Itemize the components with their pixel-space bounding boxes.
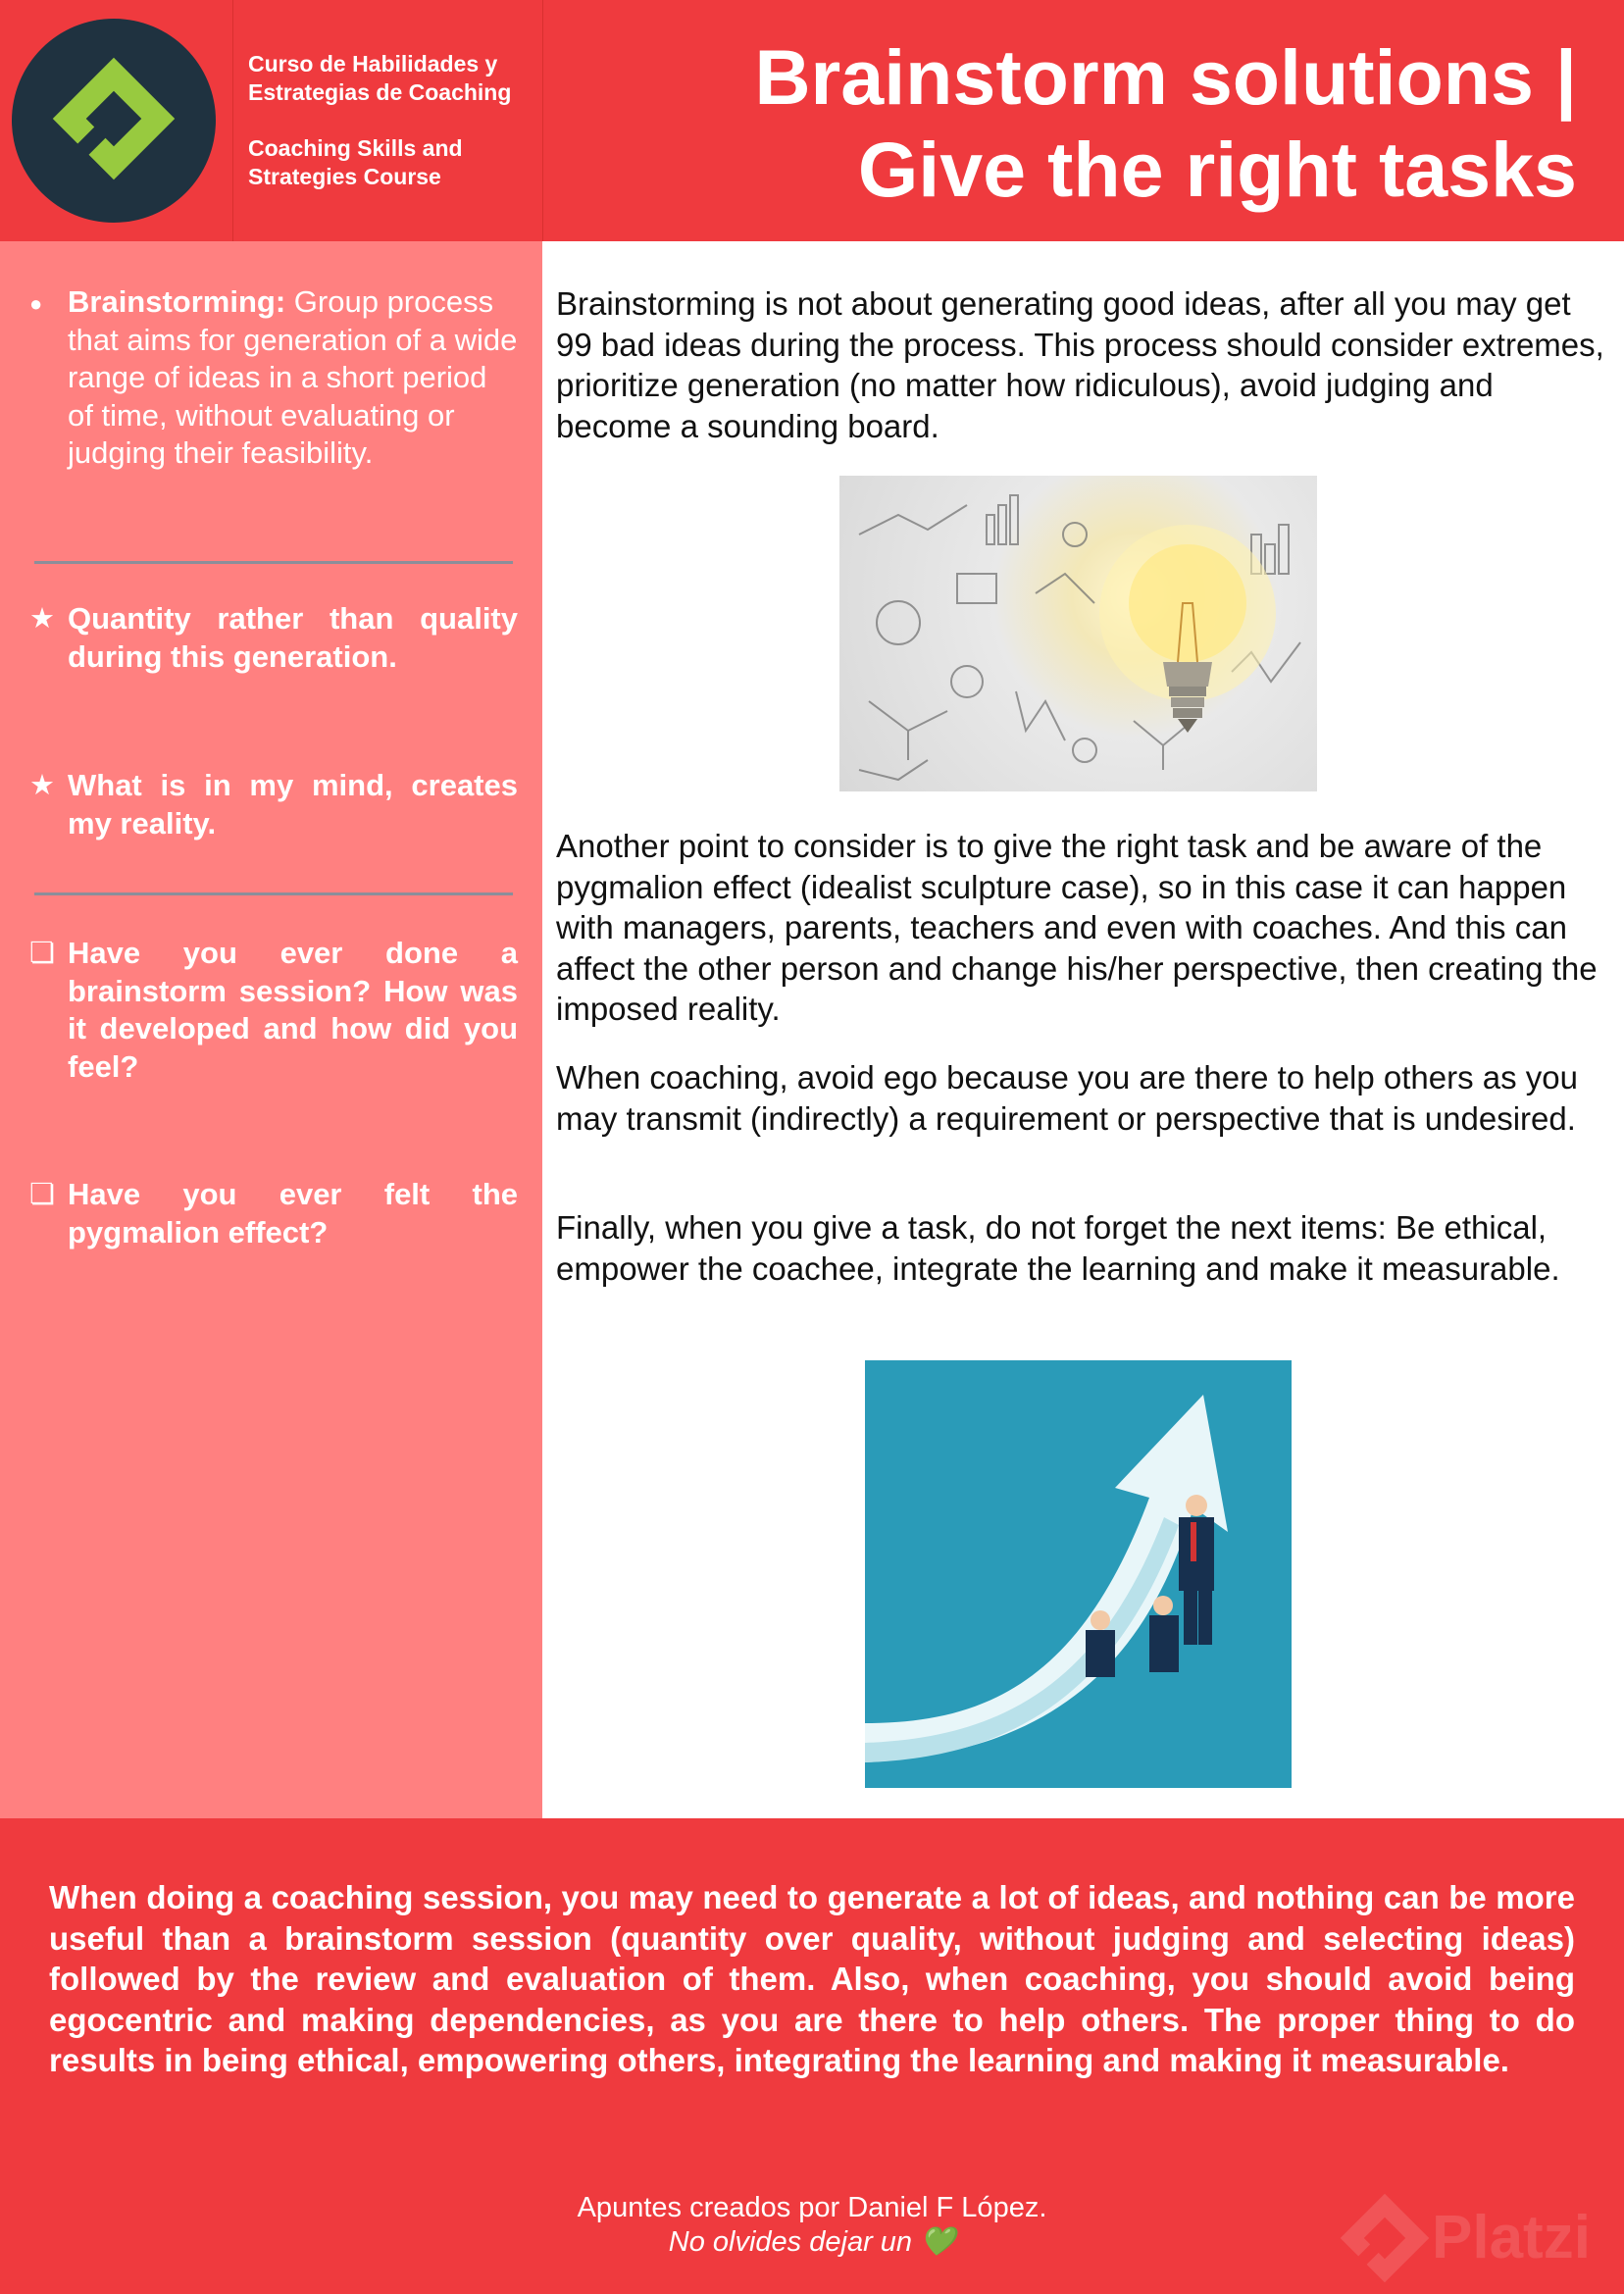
header bbox=[0, 0, 1624, 241]
question-item bbox=[29, 1176, 518, 1251]
summary-text: When doing a coaching session, you may need to generate a lot of ideas, and nothing can be more useful than a brainstorm session (quantity over quality, without judging and selecting ideas) followed by the review and evaluation of them. Also, when coaching, you should avoid being egocentric and making dependencies, as you are there to help others. The proper thing to do results in being ethical, empowering others, integrating the learning and making it measurable. bbox=[49, 1879, 1575, 2079]
footer bbox=[0, 1818, 1624, 2294]
platzi-logo-icon bbox=[12, 19, 216, 223]
definition-text bbox=[68, 283, 518, 473]
paragraph-ego: When coaching, avoid ego because you are there to help others as you may transmit (indirectly) a requirement or perspective that is undesired. bbox=[556, 1059, 1579, 1137]
page-title-line2: Give the right tasks bbox=[857, 126, 1577, 213]
divider bbox=[34, 892, 513, 895]
star-icon: ★ bbox=[29, 770, 55, 801]
paragraph-pygmalion: Another point to consider is to give the right task and be aware of the pygmalion effect (idealist sculpture case), so in this case it can happen with managers, parents, teachers and even with coaches. And this can affect the other person and change his/her perspective, then creating the imposed reality. bbox=[556, 828, 1598, 1028]
credit-reminder-text: No olvides dejar un bbox=[668, 2226, 921, 2258]
main-content bbox=[542, 241, 1624, 1818]
star-item-text: Quantity rather than quality during this generation. bbox=[68, 601, 518, 674]
paragraph-tasks: Finally, when you give a task, do not forget the next items: Be ethical, empower the coachee, integrate the learning and make it measurable. bbox=[556, 1209, 1560, 1287]
question-text: Have you ever felt the pygmalion effect? bbox=[68, 1177, 518, 1249]
watermark-text: Platzi bbox=[1432, 2204, 1591, 2271]
question-item bbox=[29, 935, 518, 1086]
paragraph-brainstorming: Brainstorming is not about generating good ideas, after all you may get 99 bad ideas during the process. This process should consider extremes, prioritize generation (no matter how ridiculous), avoid judging and become a sounding board. bbox=[556, 285, 1604, 444]
divider bbox=[34, 561, 513, 564]
course-name-es-line1: Curso de Habilidades y bbox=[248, 51, 498, 76]
checkbox-icon: ❏ bbox=[29, 938, 55, 969]
sidebar bbox=[0, 241, 542, 1818]
page-title bbox=[596, 31, 1577, 216]
course-name-en-line2: Strategies Course bbox=[248, 164, 441, 189]
page-title-line1: Brainstorm solutions | bbox=[754, 33, 1577, 121]
green-heart-icon: 💚 bbox=[920, 2226, 956, 2258]
logo-area bbox=[0, 0, 233, 241]
definition-term: Brainstorming: bbox=[68, 284, 286, 319]
credit-author: Apuntes creados por Daniel F López. bbox=[577, 2192, 1047, 2223]
platzi-watermark-icon bbox=[1334, 2181, 1624, 2294]
star-item-text: What is in my mind, creates my reality. bbox=[68, 768, 518, 841]
star-item bbox=[29, 767, 518, 842]
bullet-icon: ● bbox=[29, 291, 43, 316]
course-name bbox=[233, 0, 543, 241]
star-icon: ★ bbox=[29, 603, 55, 635]
lightbulb-sketch-image bbox=[839, 476, 1317, 791]
team-pushing-arrow-image bbox=[865, 1360, 1292, 1788]
definition-body: Group process that aims for generation of a wide range of ideas in a short period of time, without evaluating or judging their feasibility. bbox=[68, 284, 518, 470]
definition-item bbox=[29, 283, 518, 473]
checkbox-icon: ❏ bbox=[29, 1179, 55, 1210]
course-name-es-line2: Estrategias de Coaching bbox=[248, 79, 512, 105]
course-name-en-line1: Coaching Skills and bbox=[248, 135, 463, 161]
star-item bbox=[29, 600, 518, 676]
question-text: Have you ever done a brainstorm session? How was it developed and how did you feel? bbox=[68, 936, 518, 1084]
